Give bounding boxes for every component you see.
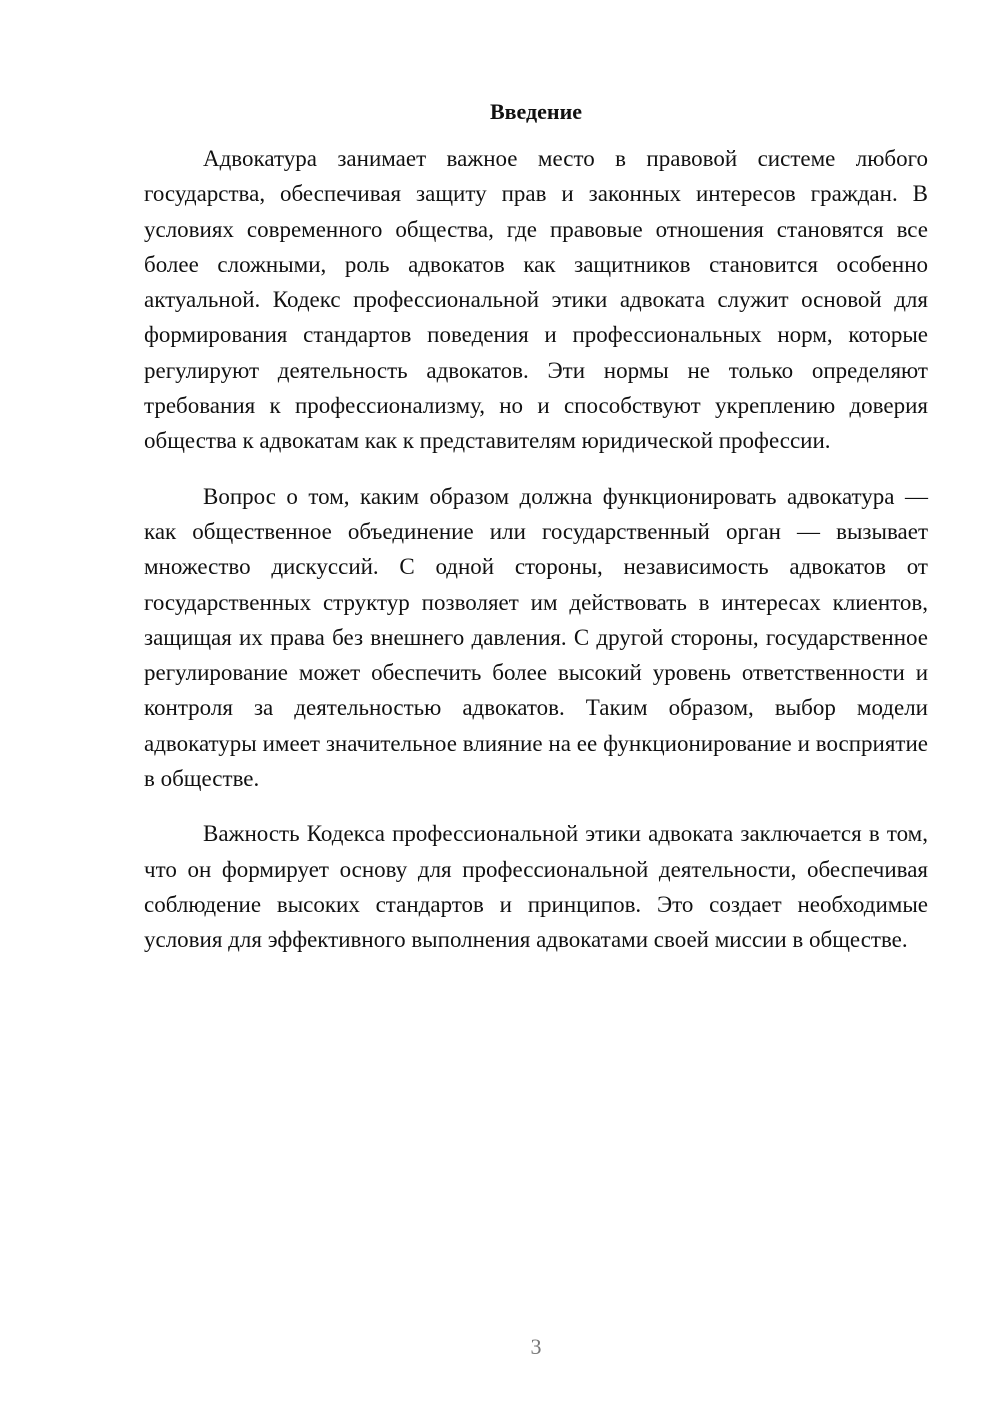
page-number: 3 xyxy=(530,1334,542,1359)
paragraph-3: Важность Кодекса профессиональной этики адвоката заключается в том, что он формирует основу для профессиональной деятельности, обеспечивая соблюдение высоких стандартов и принципов. Это создает необходимые условия для эффективного выполнения адвокатами своей миссии в обществе. xyxy=(144,821,928,953)
page-content xyxy=(144,98,928,978)
section-title: Введение xyxy=(489,99,583,124)
paragraph-1: Адвокатура занимает важное место в правовой системе любого государства, обеспечивая защиту прав и законных интересов граждан. В условиях современного общества, где правовые отношения становятся все более сложными, роль адвокатов как защитников становится особенно актуальной. Кодекс профессиональной этики адвоката служит основой для формирования стандартов поведения и профессиональных норм, которые регулируют деятельность адвокатов. Эти нормы не только определяют требования к профессионализму, но и способствуют укреплению доверия общества к адвокатам как к представителям юридической профессии. xyxy=(144,146,928,454)
paragraph-2: Вопрос о том, каким образом должна функционировать адвокатура — как общественное объединение или государственный орган — вызывает множество дискуссий. С одной стороны, независимость адвокатов от государственных структур позволяет им действовать в интересах клиентов, защищая их права без внешнего давления. С другой стороны, государственное регулирование может обеспечить более высокий уровень ответственности и контроля за деятельностью адвокатов. Таким образом, выбор модели адвокатуры имеет значительное влияние на ее функционирование и восприятие в обществе. xyxy=(144,483,928,792)
